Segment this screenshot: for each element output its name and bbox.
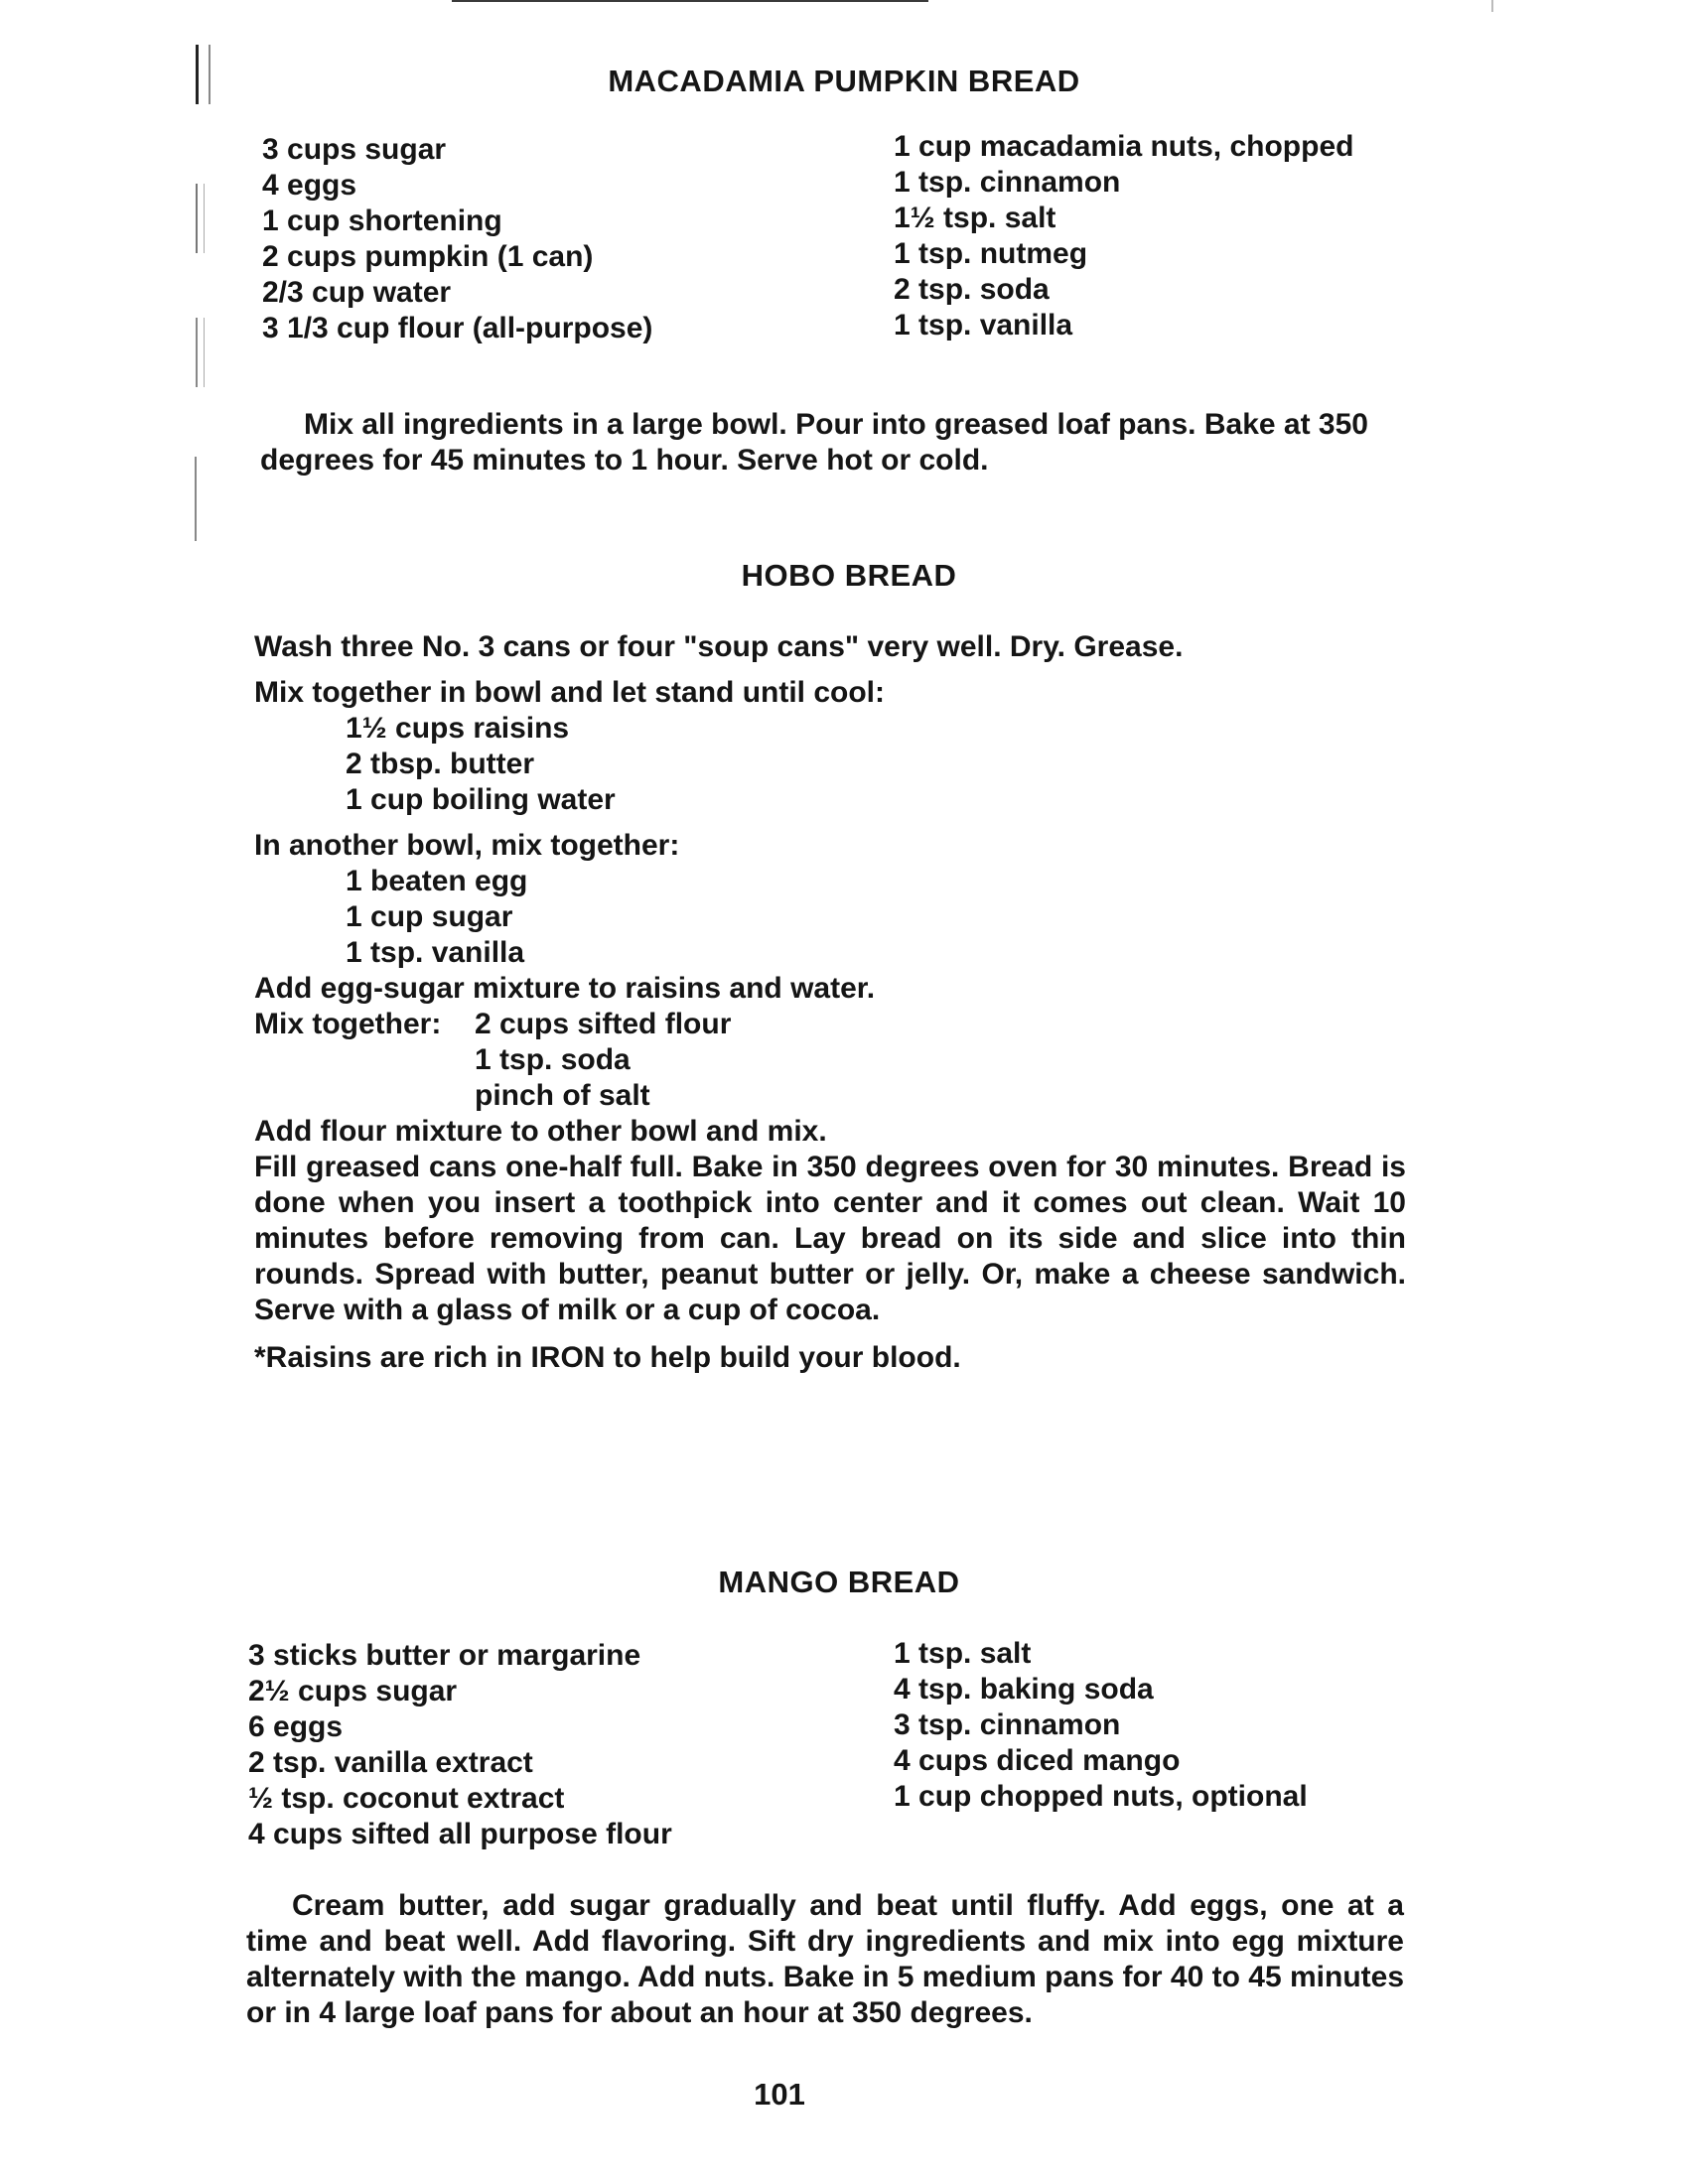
ingredient: 1 tsp. vanilla bbox=[894, 309, 1073, 341]
binding-mark bbox=[196, 184, 205, 253]
mix-label: Mix together: bbox=[254, 1008, 442, 1040]
hobo-step: Mix together in bowl and let stand until cool: bbox=[254, 676, 885, 709]
ingredients-right-macadamia bbox=[894, 129, 1353, 343]
hobo-note: *Raisins are rich in IRON to help build your blood. bbox=[254, 1341, 961, 1374]
ingredient: pinch of salt bbox=[475, 1079, 650, 1112]
ingredient: 2 tsp. vanilla extract bbox=[248, 1746, 533, 1779]
recipe-title-hobo: HOBO BREAD bbox=[741, 558, 957, 593]
ingredient: 4 eggs bbox=[262, 169, 357, 202]
ingredient: 2 tbsp. butter bbox=[346, 748, 535, 780]
ingredient: 2½ cups sugar bbox=[248, 1675, 458, 1707]
binding-mark bbox=[195, 457, 197, 541]
ingredients-left-macadamia bbox=[262, 132, 652, 346]
ingredient: 1 cup macadamia nuts, chopped bbox=[894, 130, 1354, 163]
ingredient: 1 cup sugar bbox=[346, 900, 513, 933]
ingredient: 1½ cups raisins bbox=[346, 712, 570, 745]
top-rule bbox=[452, 0, 928, 2]
ingredient: 2 cups sifted flour bbox=[475, 1008, 732, 1040]
binding-mark bbox=[196, 318, 205, 387]
ingredient: 3 1/3 cup flour (all-purpose) bbox=[262, 312, 653, 344]
ingredient: 1 cup boiling water bbox=[346, 783, 616, 816]
ingredient: 1 tsp. vanilla bbox=[346, 936, 525, 969]
ingredient: 4 tsp. baking soda bbox=[894, 1673, 1154, 1706]
mix-together-row bbox=[254, 1007, 1406, 1042]
hobo-step: Wash three No. 3 cans or four "soup cans" very well. Dry. Grease. bbox=[254, 630, 1184, 663]
ingredient: 1 tsp. salt bbox=[894, 1637, 1032, 1670]
hobo-step: In another bowl, mix together: bbox=[254, 829, 680, 862]
hobo-recipe-body bbox=[254, 629, 1406, 1376]
ingredient: 6 eggs bbox=[248, 1710, 344, 1743]
ingredient: 1 tsp. cinnamon bbox=[894, 166, 1121, 199]
directions-mango: Cream butter, add sugar gradually and beat until fluffy. Add eggs, one at a time and beat well. Add flavoring. Sift dry ingredients and mix into egg mixture alternately with the mango. Add nuts. Bake in 5 medium pans for 40 to 45 minutes or in 4 large loaf pans for about an hour at 350 degrees. bbox=[246, 1889, 1404, 2029]
hobo-step: Add egg-sugar mixture to raisins and water. bbox=[254, 972, 876, 1005]
ingredients-left-mango bbox=[248, 1638, 672, 1852]
ingredient: 1½ tsp. salt bbox=[894, 202, 1056, 234]
ingredient: 2/3 cup water bbox=[262, 276, 452, 309]
ingredient: 4 cups sifted all purpose flour bbox=[248, 1818, 672, 1850]
ingredient: 4 cups diced mango bbox=[894, 1744, 1181, 1777]
ingredient: 1 tsp. soda bbox=[475, 1043, 631, 1076]
ingredient: 1 tsp. nutmeg bbox=[894, 237, 1088, 270]
ingredient: 2 cups pumpkin (1 can) bbox=[262, 240, 594, 273]
ingredient: 1 cup shortening bbox=[262, 205, 502, 237]
page-number: 101 bbox=[754, 2077, 805, 2112]
ingredient: 1 beaten egg bbox=[346, 865, 528, 897]
ingredient: 3 cups sugar bbox=[262, 133, 447, 166]
edge-tick bbox=[1491, 0, 1493, 12]
ingredient: ½ tsp. coconut extract bbox=[248, 1782, 565, 1815]
hobo-directions: Fill greased cans one-half full. Bake in 350 degrees oven for 30 minutes. Bread is done when you insert a toothpick into center and it comes out clean. Wait 10 minutes before removing from can. Lay bread on its side and slice into thin rounds. Spread with butter, peanut butter or jelly. Or, make a cheese sandwich. Serve with a glass of milk or a cup of cocoa. bbox=[254, 1151, 1406, 1326]
ingredients-right-mango bbox=[894, 1636, 1308, 1815]
ingredient: 3 sticks butter or margarine bbox=[248, 1639, 641, 1672]
directions-macadamia: Mix all ingredients in a large bowl. Pour into greased loaf pans. Bake at 350 degrees for 45 minutes to 1 hour. Serve hot or cold. bbox=[260, 408, 1368, 477]
recipe-title-mango: MANGO BREAD bbox=[718, 1565, 960, 1599]
ingredient: 3 tsp. cinnamon bbox=[894, 1708, 1121, 1741]
ingredient: 2 tsp. soda bbox=[894, 273, 1050, 306]
hobo-step: Add flour mixture to other bowl and mix. bbox=[254, 1115, 827, 1148]
recipe-title-macadamia: MACADAMIA PUMPKIN BREAD bbox=[608, 64, 1080, 98]
ingredient: 1 cup chopped nuts, optional bbox=[894, 1780, 1308, 1813]
